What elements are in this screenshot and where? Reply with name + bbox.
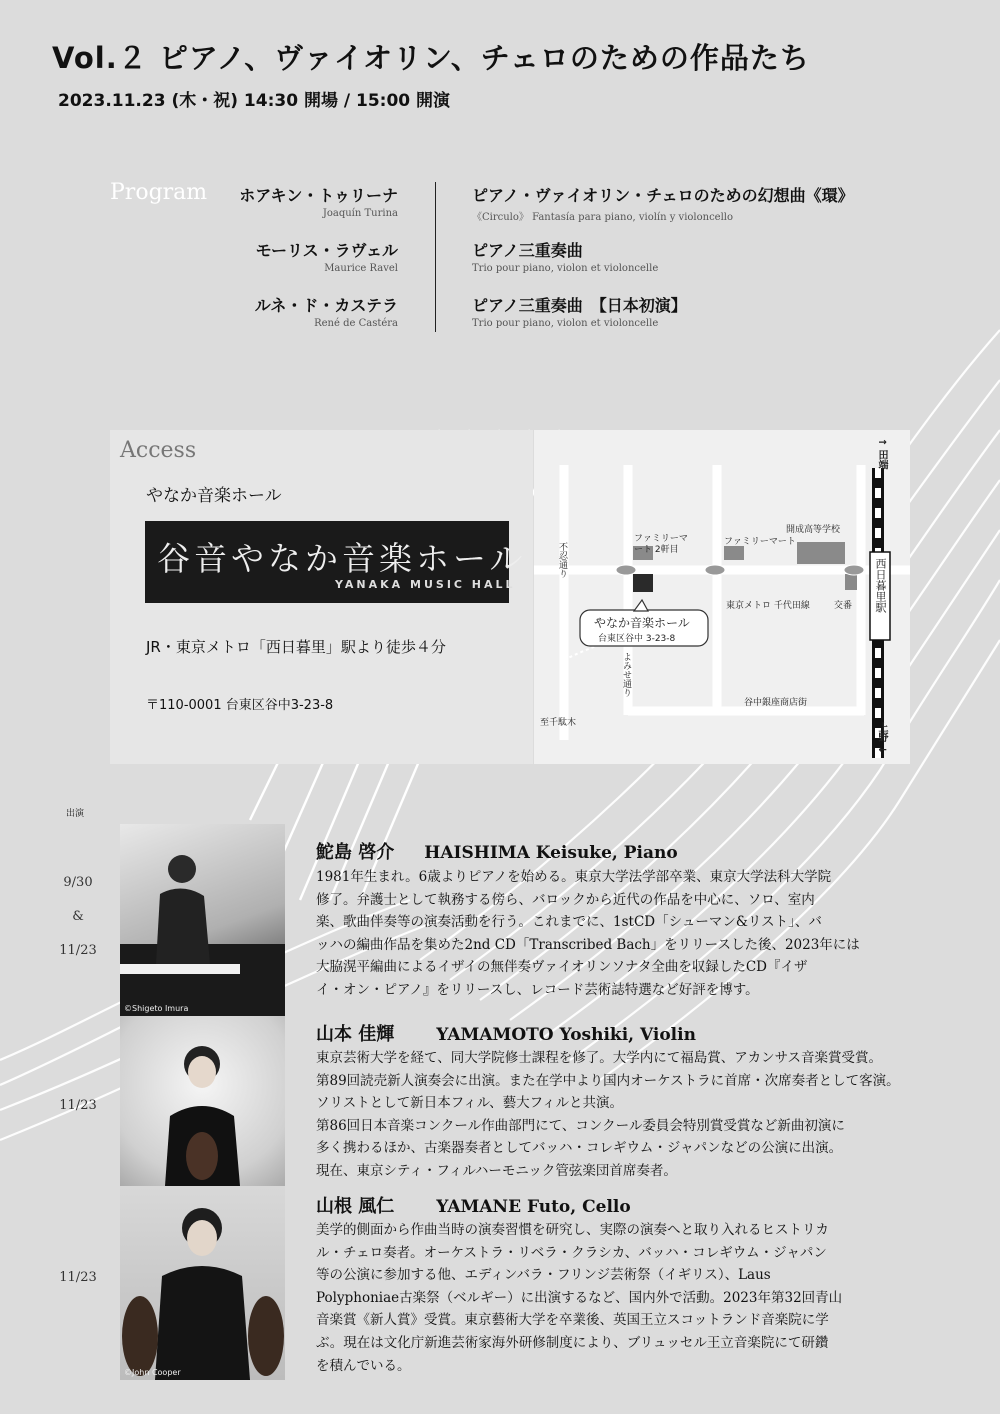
bio-line: 修了。弁護士として執務する傍ら、バロックから近代の作品を中心に、ソロ、室内 [316, 891, 815, 908]
photo-credit: ©Shigeto Imura [124, 1004, 189, 1013]
map-label-familymart: ファミリーマート [724, 537, 796, 547]
access-map [534, 430, 910, 764]
cello-photo-illustration [120, 1186, 285, 1380]
bio-line: 現在、東京シティ・フィルハーモニック管弦楽団首席奏者。 [316, 1162, 677, 1179]
map-label-street: よみせ通り [621, 652, 631, 697]
map-label-station: 西日暮里駅 [874, 558, 887, 613]
bio-line: 大脇滉平編曲によるイザイの無伴奏ヴァイオリンソナタ全曲を収録したCD『イザ [316, 959, 808, 976]
map-label-street: 谷中銀座商店街 [744, 698, 808, 708]
work-title: ピアノ・ヴァイオリン・チェロのための幻想曲《環》 [472, 186, 854, 205]
map-label-hall-address: 台東区谷中 3-23-8 [598, 634, 676, 644]
performer-name-jp: 山本 佳輝 [316, 1024, 395, 1045]
performer-name [316, 1192, 631, 1218]
map-label-school: 開成高等学校 [786, 525, 841, 535]
map-label-metro: 東京メトロ 千代田線 [726, 601, 810, 611]
bio-line: 第89回読売新人演奏会に出演。また在学中より国内オーケストラに首席・次席奏者として客演。 [316, 1072, 900, 1089]
bio-line: 多く携わるほか、古楽器奏者としてバッハ・コレギウム・ジャパンなどの公演に出演。 [316, 1140, 843, 1157]
bio-line: ル・チェロ奏者。オーケストラ・リベラ・クラシカ、バッハ・コレギウム・ジャパン [316, 1244, 827, 1261]
bio-line: ソリストとして新日本フィル、藝大フィルと共演。 [316, 1095, 623, 1112]
performer-name [316, 1020, 696, 1046]
performer-photo [120, 1186, 285, 1380]
performer-name-en: YAMANE Futo, Cello [436, 1197, 631, 1217]
work-title: ピアノ三重奏曲 【日本初演】 [472, 296, 687, 315]
performance-dates [58, 1270, 98, 1285]
bio-line: 1981年生まれ。6歳よりピアノを始める。東京大学法学部卒業、東京大学法科大学院 [316, 869, 832, 885]
program-divider [435, 182, 436, 332]
date-text: 9/30 [63, 875, 93, 890]
bio-line: 東京芸術大学を経て、同大学院修士課程を修了。大学内にて福島賞、アカンサス音楽賞受賞。 [316, 1050, 883, 1066]
bio-line: 音楽賞《新人賞》受賞。東京藝術大学を卒業後、英国王立スコットランド音楽院に学 [316, 1312, 829, 1329]
program-label: Program [110, 180, 208, 205]
piano-photo-illustration [120, 824, 285, 1016]
performer-photo [120, 1016, 285, 1186]
work-title: ピアノ三重奏曲 [472, 241, 583, 260]
logo-text-jp: 谷音やなか音楽ホール [157, 539, 527, 578]
map-label-street: 不忍通り [557, 542, 567, 578]
performer-name-jp: 山根 風仁 [316, 1196, 395, 1217]
map-label-direction: 至千駄木 [540, 718, 577, 728]
bio-line: 美学的側面から作曲当時の演奏習慣を研究し、実際の演奏へと取り入れるヒストリカ [316, 1222, 829, 1238]
bio-line: 第86回日本音楽コンクール作曲部門にて、コンクール委員会特別賞受賞など新曲初演に [316, 1117, 845, 1134]
performance-dates [58, 1098, 98, 1113]
logo-text-en: YANAKA MUSIC HALL [335, 578, 516, 591]
page-title: Vol.２ ピアノ、ヴァイオリン、チェロのための作品たち [52, 41, 810, 75]
venue-logo [145, 521, 527, 603]
venue-name: やなか音楽ホール [146, 486, 282, 506]
composer-name: モーリス・ラヴェル [255, 241, 398, 260]
performers-label: 出演 [66, 809, 85, 819]
performer-name-en: HAISHIMA Keisuke, Piano [424, 843, 678, 863]
performer-name-en: YAMAMOTO Yoshiki, Violin [436, 1025, 696, 1045]
work-title-en: 《Circulo》 Fantasía para piano, violín y violoncello [472, 212, 734, 223]
work-title-en: Trio pour piano, violon et violoncelle [472, 263, 659, 274]
date-text: 11/23 [59, 1098, 97, 1113]
map-roads [534, 430, 910, 764]
access-label: Access [120, 438, 197, 463]
bio-line: 楽、歌曲伴奏等の演奏活動を行う。これまでに、1stCD「シューマン&リスト」、バ [316, 914, 822, 931]
bio-line: ぶ。現在は文化庁新進芸術家海外研修制度により、ブリュッセル王立音楽院にて研鑽 [316, 1334, 829, 1351]
map-label-south: 上野 ↓ [876, 722, 887, 754]
composer-name-en: René de Castéra [314, 318, 398, 329]
map-label-north: ↑ 田端 [876, 438, 887, 470]
composer-name-en: Maurice Ravel [324, 263, 398, 274]
event-datetime: 2023.11.23 (木・祝) 14:30 開場 / 15:00 開演 [58, 91, 451, 111]
performance-dates [58, 866, 98, 968]
work-title-en: Trio pour piano, violon et violoncelle [472, 318, 659, 329]
performer-name-jp: 鮀島 啓介 [316, 842, 395, 863]
walk-directions: JR・東京メトロ「西日暮里」駅より徒歩４分 [146, 638, 446, 656]
bio-line: イ・オン・ピアノ』をリリースし、レコード芸術誌特選など好評を博す。 [316, 981, 759, 998]
photo-credit: ©John Cooper [124, 1368, 181, 1377]
violin-photo-illustration [120, 1016, 285, 1186]
performer-bio [316, 866, 960, 1002]
map-label-familymart: ファミリーマート 2軒目 [634, 534, 688, 555]
bio-line: ッハの編曲作品を集めた2nd CD「Transcribed Bach」をリリースした後、2023年には [316, 936, 860, 953]
venue-address: 〒110-0001 台東区谷中3-23-8 [146, 698, 334, 713]
bio-line: を積んでいる。 [316, 1357, 411, 1374]
composer-name: ホアキン・トゥリーナ [239, 186, 398, 205]
date-text: 11/23 [59, 943, 97, 958]
map-label-koban: 交番 [834, 601, 853, 611]
bio-line: Polyphoniae古楽祭（ベルギー）に出演するなど、国内外で活動。2023年第32回青山 [316, 1289, 843, 1306]
date-text: 11/23 [59, 1270, 97, 1285]
performer-name [316, 838, 678, 864]
performer-photo [120, 824, 285, 1016]
bio-line: 等の公演に参加する他、エディンバラ・フリンジ芸術祭（イギリス）、Laus [316, 1267, 771, 1284]
map-label-hall: やなか音楽ホール [594, 616, 690, 630]
performer-bio [316, 1219, 960, 1377]
composer-name: ルネ・ド・カステラ [254, 296, 398, 315]
performer-bio [316, 1047, 960, 1183]
date-text: & [72, 909, 84, 924]
composer-name-en: Joaquín Turina [322, 208, 398, 219]
